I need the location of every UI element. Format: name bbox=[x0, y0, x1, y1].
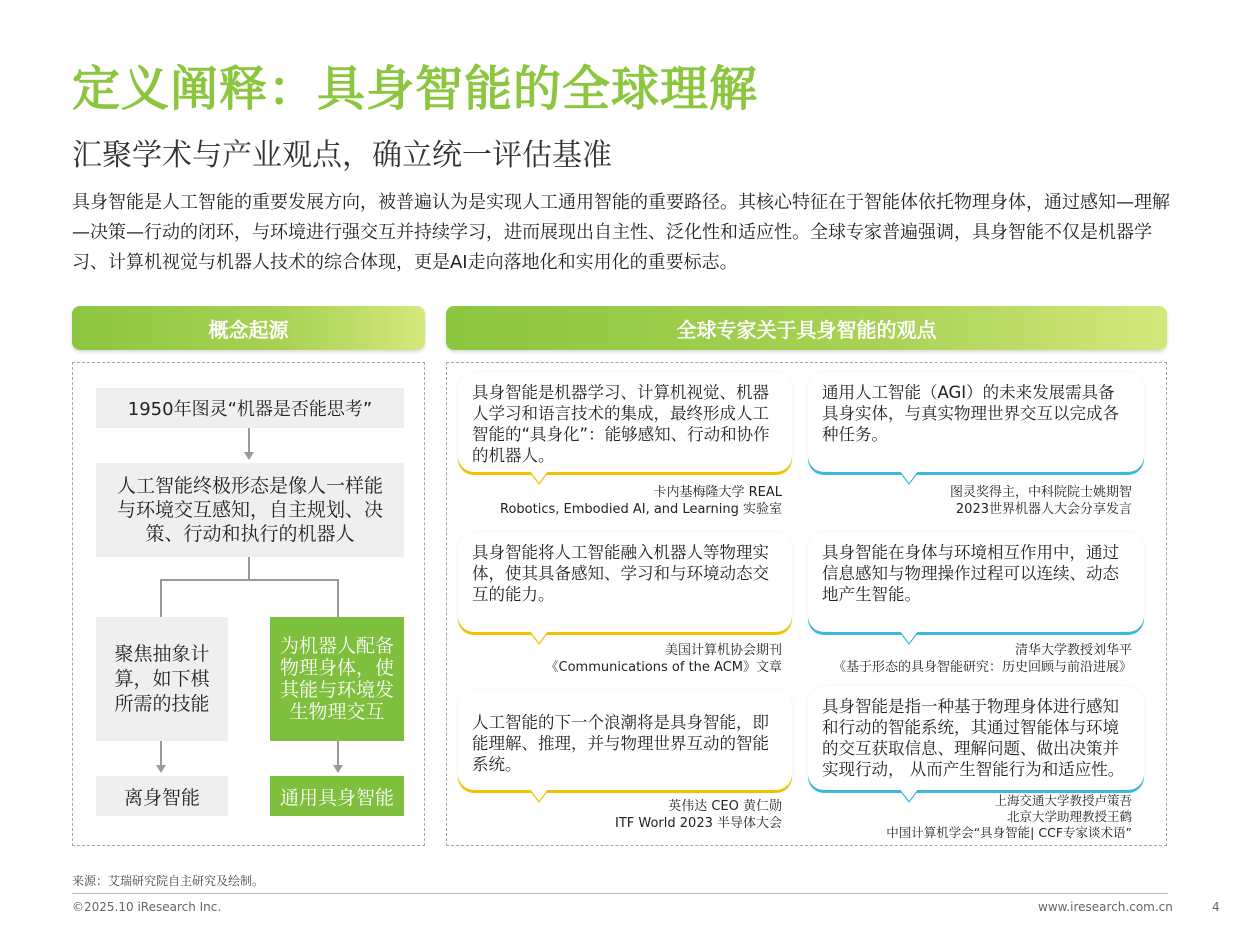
arrow-down-icon bbox=[244, 452, 254, 460]
arrow-down-icon bbox=[333, 765, 343, 773]
arrow-down-icon bbox=[156, 765, 166, 773]
connector-line bbox=[160, 579, 338, 581]
attribution-line: Robotics, Embodied AI, and Learning 实验室 bbox=[500, 502, 782, 517]
turing-question-box: 1950年图灵“机器是否能思考” bbox=[96, 388, 404, 428]
connector-line bbox=[337, 741, 339, 765]
attribution-line: 英伟达 CEO 黄仁勋 bbox=[668, 799, 782, 814]
attribution-line: 2023世界机器人大会分享发言 bbox=[955, 502, 1132, 517]
attribution-line: 美国计算机协会期刊 bbox=[664, 643, 782, 658]
expert-views-header: 全球专家关于具身智能的观点 bbox=[446, 306, 1167, 350]
bubble-tail bbox=[530, 471, 548, 483]
website-link[interactable]: www.iresearch.com.cn bbox=[1038, 900, 1173, 914]
intro-paragraph: 具身智能是人工智能的重要发展方向，被普遍认为是实现人工通用智能的重要路径。其核心特征在于智能体依托物理身体，通过感知—理解—决策—行动的闭环，与环境进行强交互并持续学习，进而展现出自主性、泛化性和适应性。全球专家普遍强调，具身智能不仅是机器学习、计算机视觉与机器人技术的综合体现，更是AI走向落地化和实用化的重要标志。 bbox=[72, 192, 1170, 273]
disembodied-ai-box: 离身智能 bbox=[96, 776, 228, 816]
ai-ultimate-form-box: 人工智能终极形态是像人一样能与环境交互感知，自主规划、决策、行动和执行的机器人 bbox=[96, 463, 404, 557]
quote-attribution bbox=[780, 642, 1132, 676]
attribution-line: ITF World 2023 半导体大会 bbox=[615, 816, 782, 831]
attribution-line: 《Communications of the ACM》文章 bbox=[545, 660, 782, 675]
concept-origin-header: 概念起源 bbox=[72, 306, 425, 350]
abstract-computation-box: 聚焦抽象计算，如下棋所需的技能 bbox=[96, 617, 228, 741]
connector-line bbox=[160, 741, 162, 765]
quote-attribution bbox=[470, 798, 782, 832]
quote-attribution bbox=[790, 793, 1132, 841]
connector-line bbox=[248, 428, 250, 454]
quote-bubble: 具身智能将人工智能融入机器人等物理实体，使其具备感知、学习和与环境动态交互的能力。 bbox=[458, 532, 792, 632]
attribution-line: 清华大学教授刘华平 bbox=[1014, 643, 1132, 658]
quote-attribution bbox=[470, 642, 782, 676]
attribution-line: 《基于形态的具身智能研究：历史回顾与前沿进展》 bbox=[832, 660, 1132, 675]
attribution-line: 上海交通大学教授卢策吾 bbox=[994, 793, 1132, 808]
footer-divider bbox=[72, 893, 1168, 894]
attribution-line: 卡内基梅隆大学 REAL bbox=[653, 485, 782, 500]
quote-bubble: 通用人工智能（AGI）的未来发展需具备具身实体，与真实物理世界交互以完成各种任务。 bbox=[808, 372, 1144, 472]
connector-line bbox=[248, 557, 250, 579]
quote-bubble: 具身智能是指一种基于物理身体进行感知和行动的智能系统，其通过智能体与环境的交互获取信息、理解问题、做出决策并实现行动， 从而产生智能行为和适应性。 bbox=[808, 686, 1144, 790]
attribution-line: 图灵奖得主，中科院院士姚期智 bbox=[949, 485, 1132, 500]
quote-bubble: 人工智能的下一个浪潮将是具身智能，即能理解、推理，并与物理世界互动的智能系统。 bbox=[458, 690, 792, 790]
page-title: 定义阐释：具身智能的全球理解 bbox=[72, 61, 759, 117]
physical-body-box: 为机器人配备物理身体，使其能与环境发生物理交互 bbox=[270, 617, 404, 741]
connector-line bbox=[160, 579, 162, 617]
quote-attribution bbox=[820, 484, 1132, 518]
page-number: 4 bbox=[1212, 900, 1220, 914]
general-embodied-ai-box: 通用具身智能 bbox=[270, 776, 404, 816]
quote-attribution bbox=[470, 484, 782, 518]
connector-line bbox=[337, 579, 339, 617]
quote-bubble: 具身智能在身体与环境相互作用中，通过信息感知与物理操作过程可以连续、动态地产生智能。 bbox=[808, 532, 1144, 632]
bubble-tail bbox=[900, 471, 918, 483]
source-note: 来源：艾瑞研究院自主研究及绘制。 bbox=[72, 874, 265, 888]
attribution-line: 北京大学助理教授王鹤 bbox=[1006, 809, 1132, 824]
copyright: ©2025.10 iResearch Inc. bbox=[72, 900, 222, 914]
page-subtitle: 汇聚学术与产业观点，确立统一评估基准 bbox=[72, 138, 612, 173]
attribution-line: 中国计算机学会“具身智能| CCF专家谈术语” bbox=[886, 825, 1132, 840]
quote-bubble: 具身智能是机器学习、计算机视觉、机器人学习和语言技术的集成，最终形成人工智能的“具身化”：能够感知、行动和协作的机器人。 bbox=[458, 372, 792, 472]
